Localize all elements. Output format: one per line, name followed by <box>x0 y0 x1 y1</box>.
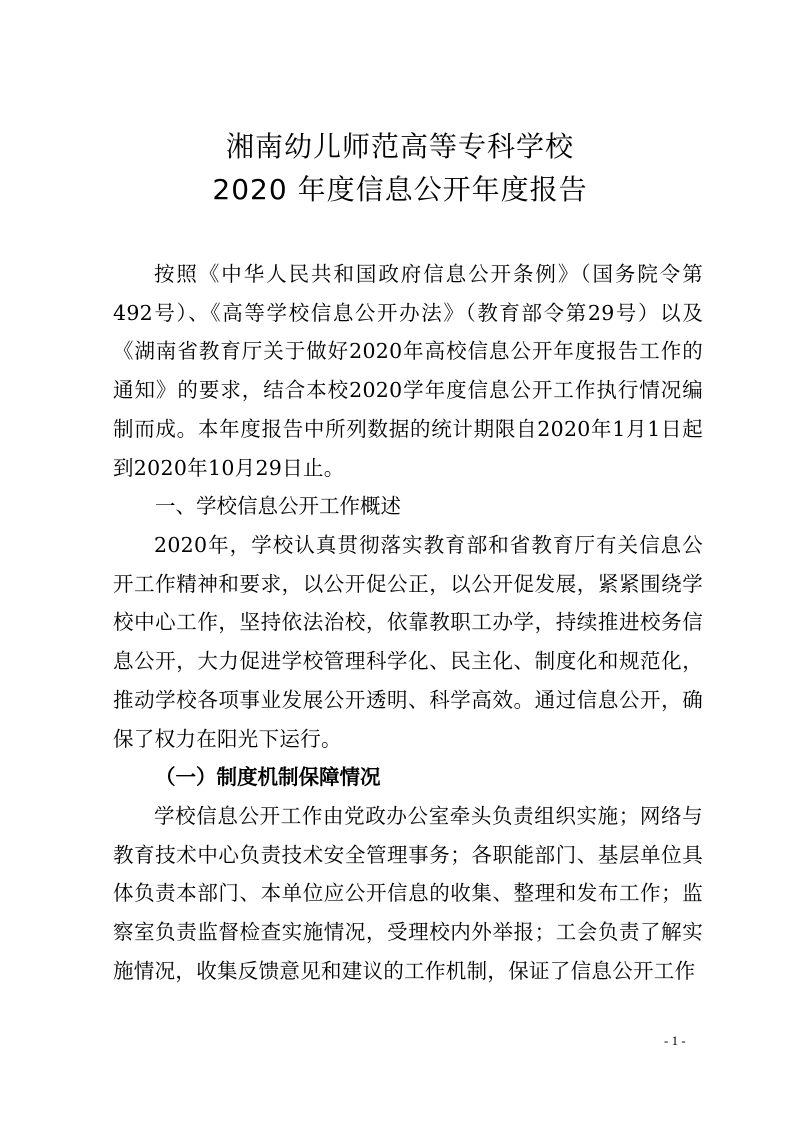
paragraph-overview: 2020年，学校认真贯彻落实教育部和省教育厅有关信息公开工作精神和要求，以公开促公正，以公开促发展，紧紧围绕学校中心工作，坚持依法治校，依靠教职工办学，持续推进校务信息公开，大力促进学校管理科学化、民主化、制度化和规范化，推动学校各项事业发展公开透明、科学高效。通过信息公开，确保了权力在阳光下运行。 <box>113 533 703 751</box>
paragraph-intro: 按照《中华人民共和国政府信息公开条例》（国务院令第492号）、《高等学校信息公开办法》（教育部令第29号）以及《湖南省教育厅关于做好2020年高校信息公开年度报告工作的通知》的要求，结合本校2020学年度信息公开工作执行情况编制而成。本年度报告中所列数据的统计期限自2020年1月1日起到2020年10月29日止。 <box>113 262 703 480</box>
section-heading-overview: 一、学校信息公开工作概述 <box>155 494 401 518</box>
document-title-line1: 湘南幼儿师范高等专科学校 <box>225 130 574 163</box>
subsection-heading-mechanism: （一）制度机制保障情况 <box>155 765 381 789</box>
page-number: - 1 - <box>664 1033 686 1048</box>
document-title-line2: 2020 年度信息公开年度报告 <box>212 173 588 206</box>
paragraph-mechanism: 学校信息公开工作由党政办公室牵头负责组织实施；网络与教育技术中心负责技术安全管理事务；各职能部门、基层单位具体负责本部门、本单位应公开信息的收集、整理和发布工作；监察室负责监督检查实施情况，受理校内外举报；工会负责了解实施情况，收集反馈意见和建议的工作机制，保证了信息公开工作 <box>113 804 703 983</box>
